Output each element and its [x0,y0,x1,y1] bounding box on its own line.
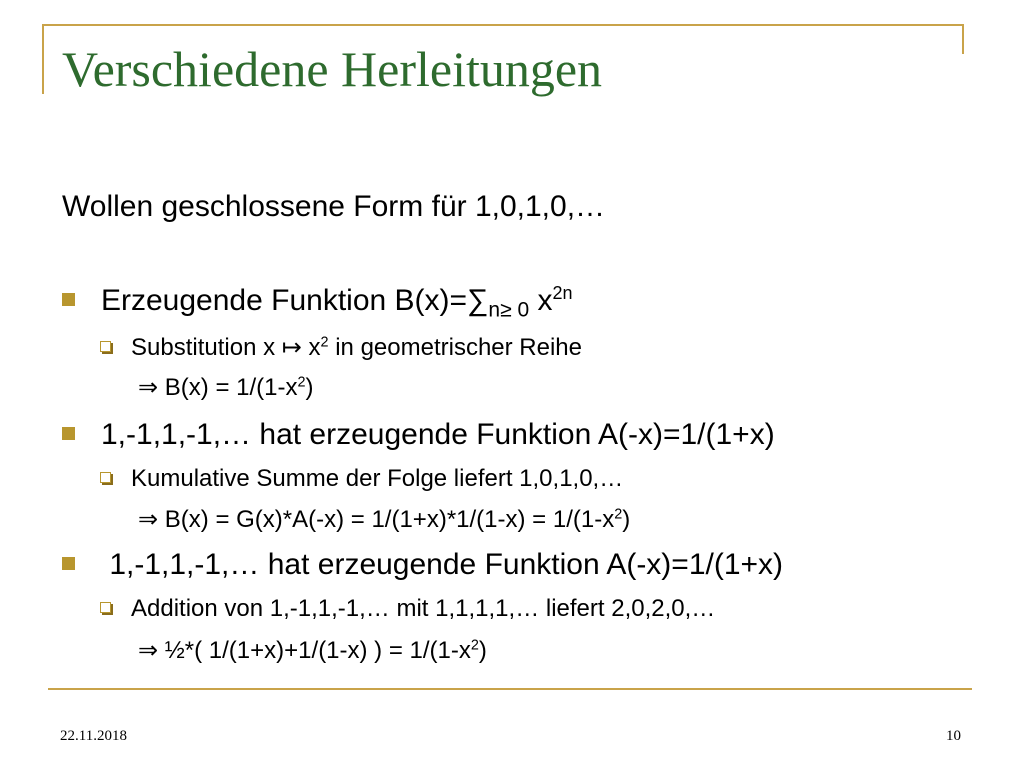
b1-sub-prefix: Substitution x ↦ x [131,334,321,361]
bullet-alternating-sequence [62,418,775,452]
frame-top-rule [42,24,964,26]
b3-result-sup: 2 [470,637,479,654]
b1-result-prefix: ⇒ B(x) = 1/(1-x [138,374,298,401]
b1-sub-sup: 2 [320,334,329,351]
b1-sub-suffix: in geometrischer Reihe [328,334,582,361]
square-bullet-icon [62,557,75,570]
b3-result-suffix: ) [478,637,487,664]
b2-result-prefix: ⇒ B(x) = G(x)*A(-x) = 1/(1+x)*1/(1-x) = 1/(1-x [138,506,615,533]
b3-sub: Addition von 1,-1,1,-1,… mit 1,1,1,1,… liefert 2,0,2,0,… [131,595,716,622]
hollow-square-bullet-icon [100,341,111,352]
b1-result-suffix: ) [305,374,314,401]
frame-right-rule [962,24,964,54]
b1-main-prefix: Erzeugende Funktion B(x)=∑ [101,284,489,317]
result-b2 [138,505,630,534]
square-bullet-icon [62,427,75,440]
b1-main-sub: n≥ 0 [488,298,530,322]
subbullet-addition [100,595,715,623]
hollow-square-bullet-icon [100,472,111,483]
frame-left-rule [42,24,44,94]
bullet-generating-function-b [62,283,573,322]
b2-result-sup: 2 [614,506,623,523]
subbullet-cumulative-sum [100,465,623,493]
b1-result-sup: 2 [297,374,306,391]
b1-main-x: x [529,284,553,317]
b3-result-prefix: ⇒ ½*( 1/(1+x)+1/(1-x) ) = 1/(1-x [138,637,471,664]
result-b3 [138,636,487,665]
footer-date: 22.11.2018 [60,728,127,744]
b2-result-suffix: ) [622,506,631,533]
b2-sub: Kumulative Summe der Folge liefert 1,0,1,0,… [131,465,624,492]
hollow-square-bullet-icon [100,602,111,613]
intro-text: Wollen geschlossene Form für 1,0,1,0,… [62,190,606,223]
bullet-alternating-sequence-2 [62,548,783,582]
b2-main: 1,-1,1,-1,… hat erzeugende Funktion A(-x)=1/(1+x) [101,418,775,451]
result-b1 [138,373,313,402]
square-bullet-icon [62,293,75,306]
frame-bottom-rule [48,688,972,690]
b1-main-sup: 2n [552,283,573,304]
b3-main: 1,-1,1,-1,… hat erzeugende Funktion A(-x)=1/(1+x) [101,548,784,581]
page-number: 10 [946,728,961,744]
subbullet-substitution [100,333,582,362]
slide-title: Verschiedene Herleitungen [62,41,603,97]
